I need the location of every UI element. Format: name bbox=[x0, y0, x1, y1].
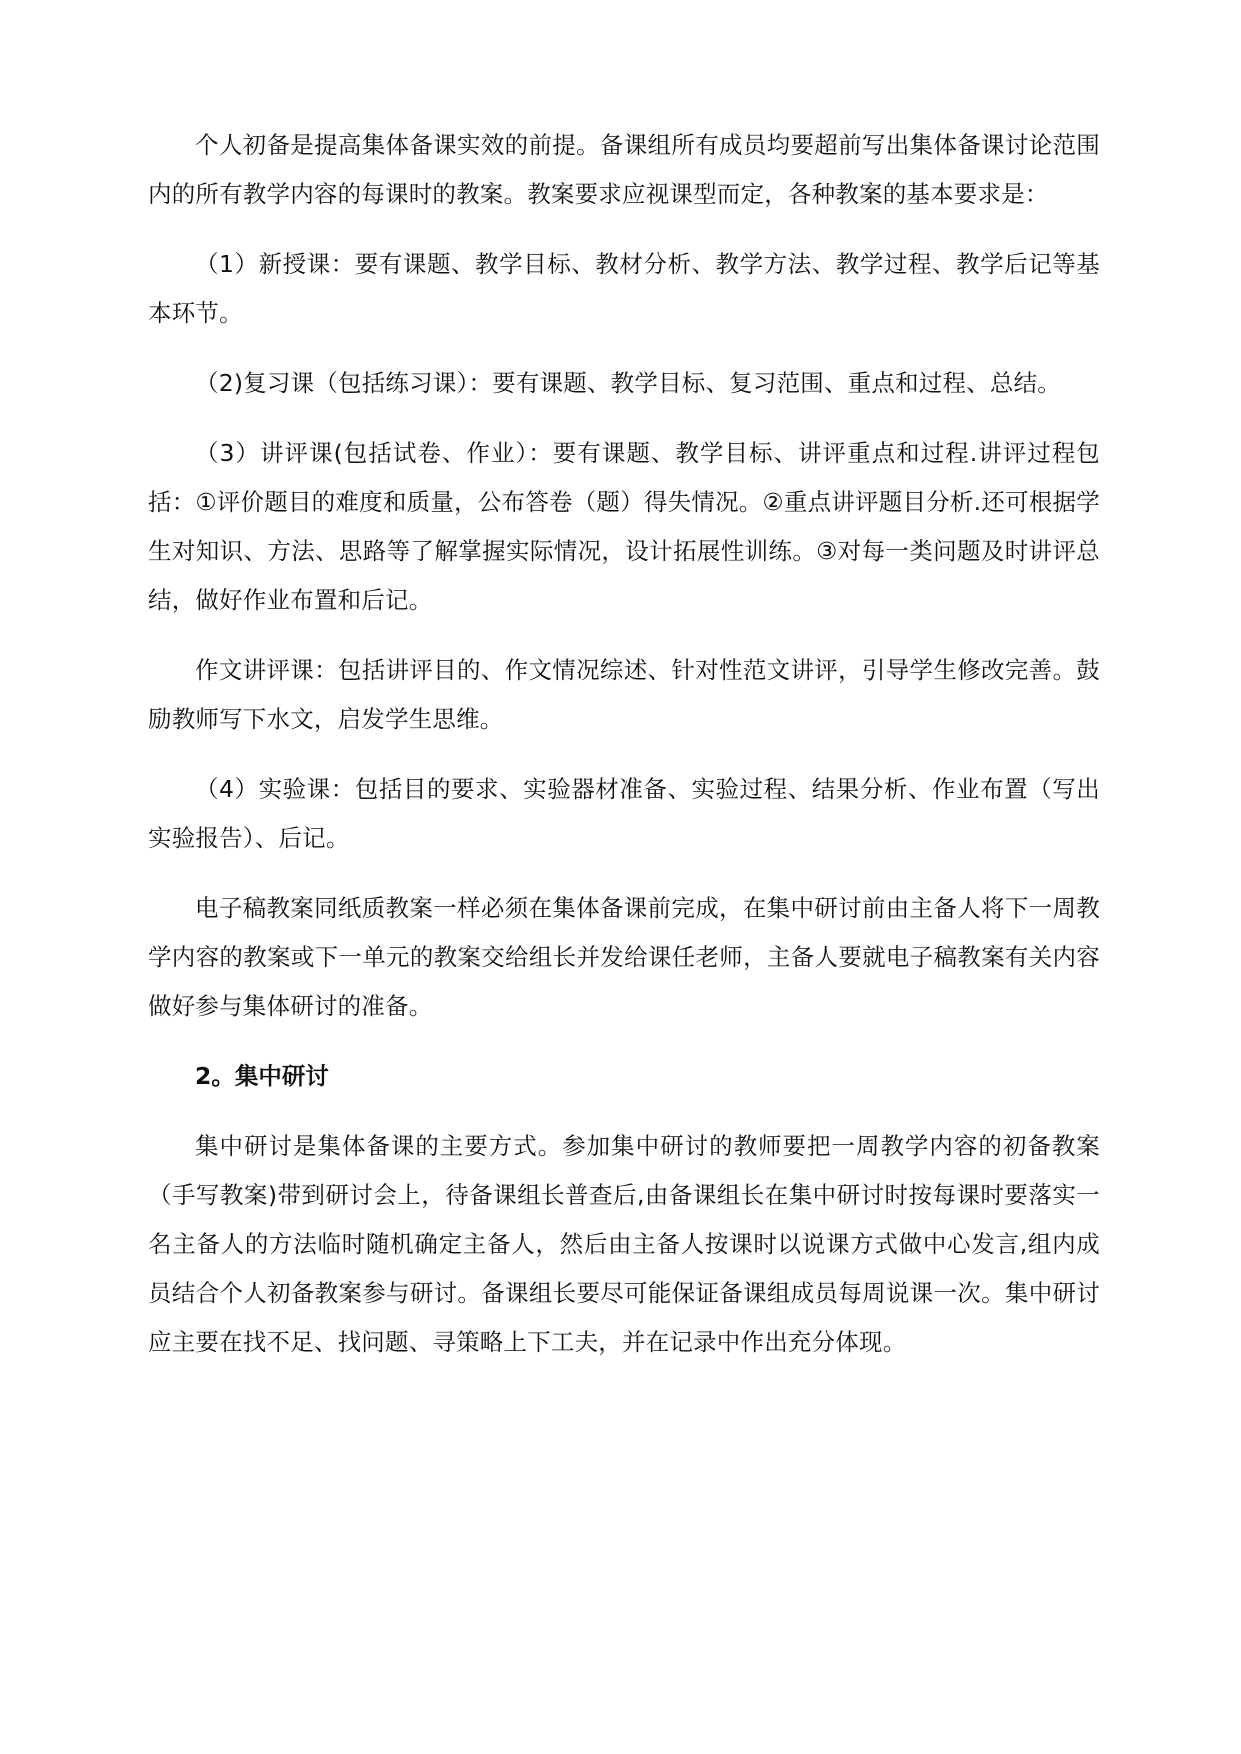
paragraph-commentary-lesson: （3）讲评课(包括试卷、作业）：要有课题、教学目标、讲评重点和过程.讲评过程包括：①评价题目的难度和质量，公布答卷（题）得失情况。②重点讲评题目分析.还可根据学生对知识、方法、思路等了解掌握实际情况，设计拓展性训练。③对每一类问题及时讲评总结，做好作业布置和后记。 bbox=[148, 439, 1100, 614]
paragraph-individual-preparation: 个人初备是提高集体备课实效的前提。备课组所有成员均要超前写出集体备课讨论范围内的所有教学内容的每课时的教案。教案要求应视课型而定，各种教案的基本要求是： bbox=[148, 131, 1100, 208]
paragraph-review-lesson: （2)复习课（包括练习课）：要有课题、教学目标、复习范围、重点和过程、总结。 bbox=[195, 369, 1061, 397]
section-heading-centralized-discussion: 2。集中研讨 bbox=[195, 1062, 329, 1090]
paragraph-electronic-plans: 电子稿教案同纸质教案一样必须在集体备课前完成，在集中研讨前由主备人将下一周教学内容的教案或下一单元的教案交给组长并发给课任老师，主备人要就电子稿教案有关内容做好参与集体研讨的准备。 bbox=[148, 894, 1100, 1020]
paragraph-experiment-lesson: （4）实验课：包括目的要求、实验器材准备、实验过程、结果分析、作业布置（写出实验报告）、后记。 bbox=[148, 775, 1100, 852]
paragraph-composition-commentary: 作文讲评课：包括讲评目的、作文情况综述、针对性范文讲评，引导学生修改完善。鼓励教师写下水文，启发学生思维。 bbox=[148, 656, 1100, 733]
paragraph-new-lesson: （1）新授课：要有课题、教学目标、教材分析、教学方法、教学过程、教学后记等基本环节。 bbox=[148, 250, 1100, 327]
paragraph-centralized-discussion: 集中研讨是集体备课的主要方式。参加集中研讨的教师要把一周教学内容的初备教案（手写教案)带到研讨会上，待备课组长普查后,由备课组长在集中研讨时按每课时要落实一名主备人的方法临时随机确定主备人，然后由主备人按课时以说课方式做中心发言,组内成员结合个人初备教案参与研讨。备课组长要尽可能保证备课组成员每周说课一次。集中研讨应主要在找不足、找问题、寻策略上下工夫，并在记录中作出充分体现。 bbox=[148, 1132, 1100, 1356]
